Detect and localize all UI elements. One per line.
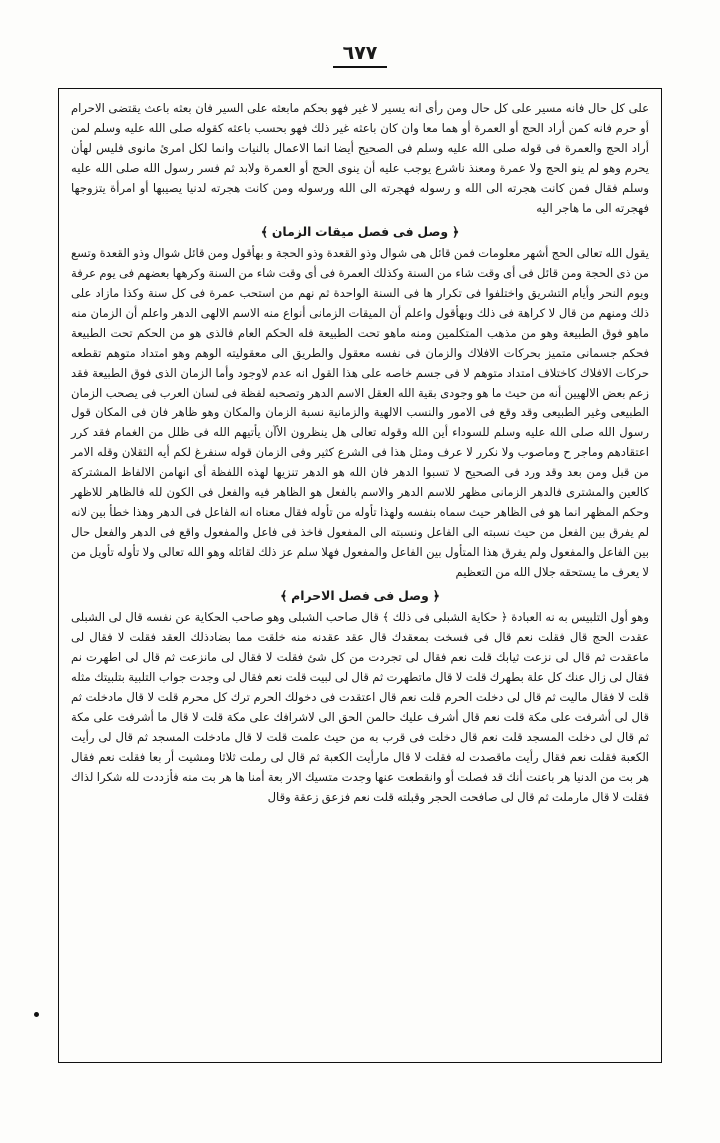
paragraph-3: وهو أول التلبيس به نه العبادة ﴿ حكاية الشبلى فى ذلك ﴾ قال صاحب الشبلى وهو صاحب الحكاية عن نفسه قال لى الشبلى عقدت الحج قال فقلت نعم قال فى فسخت بمعقدك قال عقد عقدنه منه خلقت مما بضادذلك العقد فقلت لا فقال لى ماعقدت ثم قال لى نزعت ثيابك قلت نعم فقال لى تجردت من كل شئ فقلت لا فقال لى مانزعت ثم قال لى اطهرت نم فقال لى زال عنك كل علة بطهرك قلت لا قال ماتطهرت ثم قال لى لبيت قلت نعم فقال لى وجدت جواب التلبية بتلبيتك مثله قلت لا فقال ماليت ثم قال لى دخلت الحرم قلت نعم قال اعتقدت فى دخولك الحرم ترك كل محرم قلت لا قال مادخلت ثم قال لى أشرفت على مكة قلت نعم قال أشرف عليك حالمن الحق الى لاشرافك على مكة قلت لا قال ما أشرفت على مكة ثم قال لى دخلت المسجد قلت نعم قال دخلت فى قرب به من حيث علمت قلت لا قال مادخلت المسجد ثم قال لى رأيت الكعبة فقلت نعم فقال رأيت ماقصدت له فقلت لا قال مارأيت الكعبة ثم قال لى رملت ثلاثا ومشيت أر بعا فقلت نعم فقال هر بت من الدنيا هر باعنت أنك قد فصلت أو وانقطعت عنها وجدت متسيك الار بعة أمنا ها هر بت منه فأزددت لله شكرا لذاك فقلت لا قال مارملت ثم قال لى صافحت الحجر وقبلته قلت نعم فزعق زعقة وقال [71,610,649,804]
section-heading-1: ﴿ وصل فى فصل ميقات الزمان ﴾ [260,223,460,239]
section-heading-2: ﴿ وصل فى فصل الاحرام ﴾ [280,587,440,603]
paragraph-2: يقول الله تعالى الحج أشهر معلومات فمن قائل هى شوال وذو القعدة وذو الحجة و بهأقول ومن قائل شوال وذو القعدة وتسع من ذى الحجة ومن قائل فى أى وقت شاء من السنة وكذلك العمرة فى أى وقت شاء من السنة وكرهها بعضهم فى يوم عرفة ويوم النحر وأيام التشريق واختلفوا فى تكرار ها فى السنة الواحدة ثم نهم من استحب عمرة فى كل سنة وكذا مازاد على ذلك ومنهم من قال لا كراهة فى ذلك وبهأقول واعلم أن الميقات الزمانى أنواع منه الاسم الالهى الدهر واعلم أن الزمان منه ماهو فوق الطبيعة وهو من مذهب المتكلمين ومنه ماهو تحت الطبيعة فله الحكم العام فالذى هو من الحكم تحت الطبيعة فحكم جسمانى متميز بحركات الافلاك والزمان فى نفسه معقول والطريق الى معقوليته الوهم وهو امتداد متوهم تقطعه حركات الافلاك كاختلاف امتداد متوهم لا فى جسم خاصه على هذا القول انه عدم لاوجود وأما الزمان الذى فوق الطبيعة فقد زعم بعض الالهيين أنه من حيث ما هو وجودى بقية الله العقل الاسم الدهر وتصحبه لفظة فى لسان العرب فى يصحب الزمان الطبيعى وغير الطبيعى وقد وقع فى الامور والنسب الالهية والزمانية نسبة الزمان والمكان وهو ظاهر فان فى المكان قول رسول الله صلى الله عليه وسلم للسوداء أين الله وقوله تعالى هل ينظرون الأآن يأتيهم الله فى ظلل من الغمام فقد كرر اعتقادهم وماجر ح وماصوب ولا نكرر لا عرف ومثل هذا فى الشرع كثير وفى الزمان قوله سنفرغ لكم أيه الثقلان وقله الامر من قبل ومن بعد وقد ورد فى الصحيح لا تسبوا الدهر فان الله هو الدهر تنزيها لهذه اللفظة أى انهامن الالفاظ المشتركة كالعين والمشترى فالدهر الزمانى مظهر للاسم الدهر والاسم بالفعل هو الظاهر فيه والفعل فى الكون لله فالظاهر للاظهر وحكم المظهر انما هو فى الظاهر حيث سماه بنفسه ولهذا تأوله من تأوله فقال معناه انه الفاعل فى الدهر وهذا خطأ بين لانه لم يفرق بين الفعل من حيث نسبته الى الفاعل ونسبته الى المفعول فاخذ فى فاعل والمفعول واقع فى الدهر والفعل حال بين الفاعل والمفعول ولم يفرق هذا المتأول بين الفاعل والمفعول فهلا سلم عز ذلك لقائله وهو الله تعالى ولا تأوله تأويل من لا يعرف ما يستحقه جلال الله من التعظيم [71,245,649,579]
text-frame [58,88,662,1063]
body-text [71,99,649,808]
paragraph-1: على كل حال فانه مسير على كل حال ومن رأى انه يسير لا غير فهو بحكم مابعثه على السير فان بعثه باعث يقتضى الاحرام أو حرم فانه كمن أراد الحج أو العمرة أو هما معا وان كان باعثه غير ذلك فهو بحسب باعثه كقوله صلى الله عليه وسلم لمن أراد الحج والعمرة فى قوله صلى الله عليه وسلم فى الصحيح أيضا انما الاعمال بالنيات وانما لكل امرئ مانوى فليس لهأن يحرم وهو لم ينو الحج ولا عمرة ومعنذ ناشرع يوجب عليه أن ينوى الحج أو العمرة ولابد ثم فسر رسول الله صلى الله عليه وسلم فقال فمن كانت هجرته الى الله و رسوله فهجرته الى الله ورسوله ومن كانت هجرته لدنيا يصيبها أو امرأة يتزوجها فهجرته الى ما هاجر اليه [71,101,649,215]
page-number [0,42,720,68]
margin-dot-marker [34,1012,39,1017]
page-number-value: ٦٧٧ [333,42,388,68]
